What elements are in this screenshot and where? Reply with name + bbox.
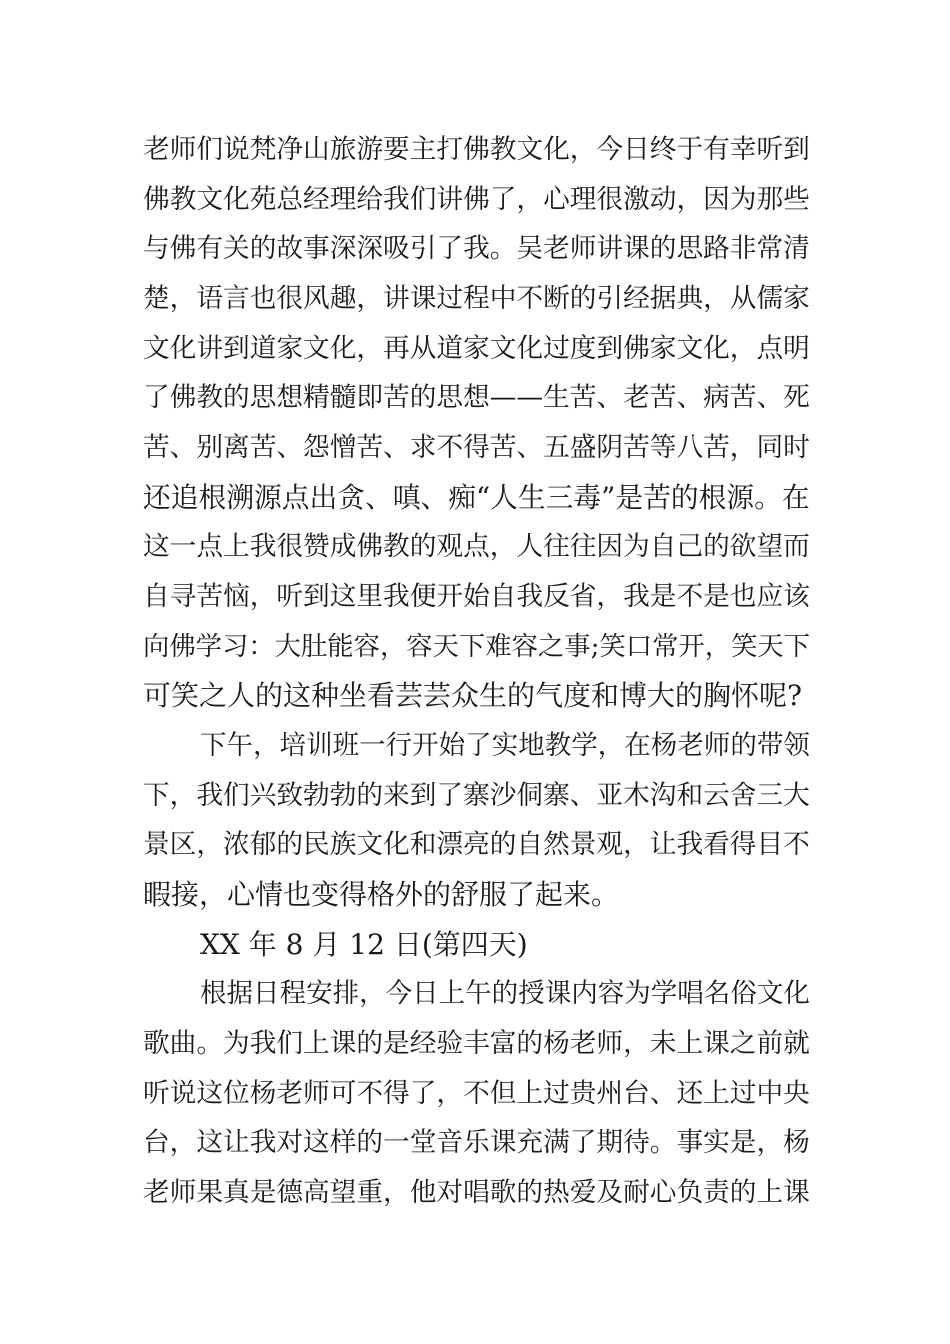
text-line: 老师们说梵净山旅游要主打佛教文化，今日终于有幸听到 <box>143 134 810 165</box>
text-line: 暇接，心情也变得格外的舒服了起来。 <box>143 878 620 911</box>
text-line: 与佛有关的故事深深吸引了我。吴老师讲课的思路非常清 <box>143 233 810 264</box>
text-line: 苦、别离苦、怨憎苦、求不得苦、五盛阴苦等八苦，同时 <box>143 432 810 463</box>
text-line: 楚，语言也很风趣，讲课过程中不断的引经据典，从儒家 <box>143 283 810 314</box>
text-line: 自寻苦恼，听到这里我便开始自我反省，我是不是也应该 <box>143 581 810 612</box>
paragraph-start-line: 根据日程安排，今日上午的授课内容为学唱名俗文化 <box>200 978 810 1009</box>
text-line: 文化讲到道家文化，再从道家文化过度到佛家文化，点明 <box>143 333 810 364</box>
text-line: 下，我们兴致勃勃的来到了寨沙侗寨、亚木沟和云舍三大 <box>143 780 810 811</box>
date-heading: XX 年 8 月 12 日(第四天) <box>200 928 528 961</box>
text-line: 还追根溯源点出贪、嗔、痴“人生三毒”是苦的根源。在 <box>143 481 810 514</box>
text-line: 可笑之人的这种坐看芸芸众生的气度和博大的胸怀呢? <box>143 679 803 712</box>
text-line: 向佛学习：大肚能容，容天下难容之事;笑口常开，笑天下 <box>143 632 811 662</box>
text-line: 老师果真是德高望重，他对唱歌的热爱及耐心负责的上课 <box>143 1177 810 1208</box>
text-line: 台，这让我对这样的一堂音乐课充满了期待。事实是，杨 <box>143 1127 810 1158</box>
text-line: 这一点上我很赞成佛教的观点，人往往因为自己的欲望而 <box>143 531 810 562</box>
text-line: 听说这位杨老师可不得了，不但上过贵州台、还上过中央 <box>143 1078 810 1109</box>
text-line: 景区，浓郁的民族文化和漂亮的自然景观，让我看得目不 <box>143 829 810 860</box>
text-line: 佛教文化苑总经理给我们讲佛了，心理很激动，因为那些 <box>143 184 810 215</box>
text-line: 了佛教的思想精髓即苦的思想——生苦、老苦、病苦、死 <box>143 382 810 413</box>
paragraph-start-line: 下午，培训班一行开始了实地教学，在杨老师的带领 <box>200 730 810 761</box>
text-line: 歌曲。为我们上课的是经验丰富的杨老师，未上课之前就 <box>143 1028 810 1059</box>
